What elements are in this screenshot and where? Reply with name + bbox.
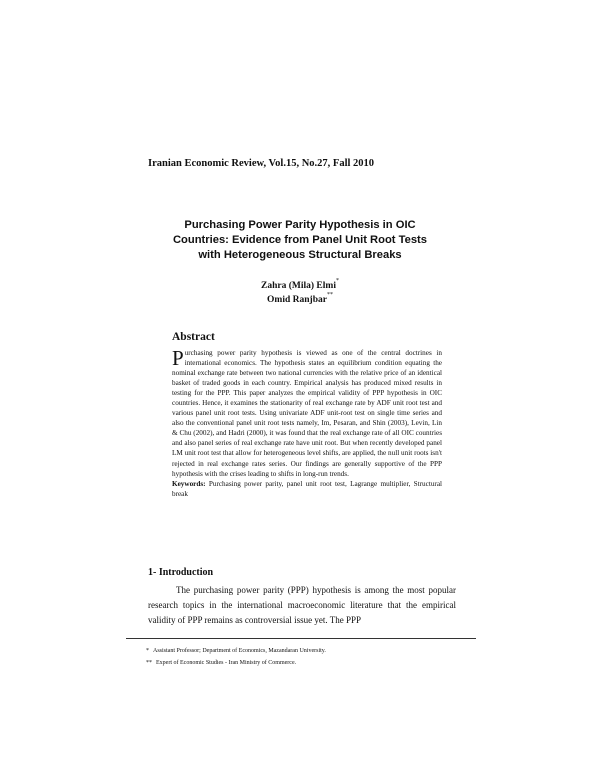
footnote-2-mark: ** [146, 660, 152, 666]
author-2-mark: ** [326, 292, 333, 298]
journal-header: Iranian Economic Review, Vol.15, No.27, Fall 2010 [148, 158, 375, 169]
author-2 [0, 292, 600, 305]
abstract-text: urchasing power parity hypothesis is viewed as one of the central doctrines in international economics. The hypothesis states an equilibrium condition equating the nominal exchange rate between two national currencies with the relative price of an identical basket of traded goods in each country. Empirical analysis has produced mixed results in testing for the PPP. This paper analyzes the empirical validity of PPP hypothesis in OIC countries. Hence, it examines the stationarity of real exchange rate by ADF unit root test and various panel unit root tests. Using univariate ADF unit-root test on single time series and also the conventional panel unit root tests namely, Im, Pesaran, and Shin (2003), Levin, Lin & Chu (2002), and Hadri (2000), it was found that the real exchange rate of all OIC countries and also panel series of real exchange rate have unit root. But when recently developed panel LM unit root test that allow for heterogeneous level shifts, are applied, the null unit roots isn't rejected in real exchange rates series. Our findings are generally supportive of the PPP hypothesis with the crises leading to shifts in long-run trends. [172, 349, 442, 478]
footnote-1-mark: * [146, 648, 149, 654]
footnote-1-text: Assistant Professor; Department of Economics, Mazandaran University. [153, 648, 326, 654]
keywords-text: Purchasing power parity, panel unit root test, Lagrange multiplier, Structural break [172, 479, 443, 498]
footnote-1 [146, 648, 326, 654]
abstract-paragraph [172, 348, 442, 479]
abstract-heading: Abstract [172, 331, 215, 343]
title-line-1: Purchasing Power Parity Hypothesis in OIC [184, 219, 416, 231]
title-line-2: Countries: Evidence from Panel Unit Root Tests [172, 234, 428, 246]
footnote-2-text: Expert of Economic Studies - Iran Ministry of Commerce. [156, 660, 297, 666]
abstract-body [172, 348, 442, 499]
section-heading-introduction: 1- Introduction [148, 567, 214, 578]
title-line-3: with Heterogeneous Structural Breaks [198, 249, 402, 261]
footnote-divider [126, 638, 476, 639]
keywords-label: Keywords: [172, 479, 206, 488]
drop-cap: P [172, 346, 184, 370]
introduction-paragraph: The purchasing power parity (PPP) hypothesis is among the most popular research topics in the international macroeconomic literature that the empirical validity of PPP remains as controversial issue yet. The PPP [148, 585, 456, 625]
author-1 [0, 278, 600, 291]
author-2-name: Omid Ranjbar [267, 295, 327, 305]
author-1-name: Zahra (Mila) Elmi [261, 281, 336, 291]
paper-title [150, 218, 450, 263]
keywords [172, 479, 442, 499]
footnote-2 [146, 660, 296, 666]
author-1-mark: * [335, 278, 339, 284]
